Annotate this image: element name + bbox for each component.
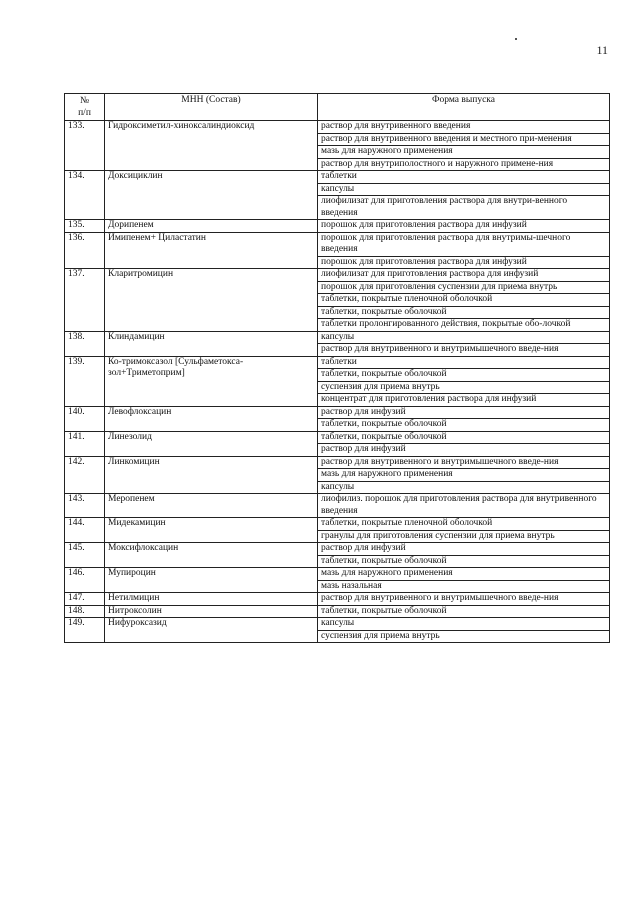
drug-name: Нифуроксазид [105, 618, 318, 643]
drug-name: Мидекамицин [105, 518, 318, 543]
table-row [65, 543, 610, 556]
release-form: таблетки, покрытые оболочкой [318, 369, 610, 382]
table-row [65, 568, 610, 581]
table-row [65, 518, 610, 531]
column-header-release-form: Форма выпуска [318, 94, 610, 121]
release-form: капсулы [318, 481, 610, 494]
release-form: раствор для внутривенного и внутримышечного введе-ния [318, 456, 610, 469]
row-number: 136. [65, 232, 105, 269]
table-row [65, 593, 610, 606]
drug-name: Клиндамицин [105, 331, 318, 356]
table-row [65, 220, 610, 233]
row-number: 144. [65, 518, 105, 543]
scan-speck [515, 38, 517, 40]
release-form: лиофилизат для приготовления раствора для внутри-венного введения [318, 196, 610, 220]
table-row [65, 121, 610, 134]
row-number: 141. [65, 431, 105, 456]
release-form: мазь для наружного применения [318, 568, 610, 581]
table-header-row [65, 94, 610, 121]
drug-name: Доксициклин [105, 171, 318, 220]
column-header-number: № п/п [65, 94, 105, 121]
release-form: раствор для внутривенного введения и местного при-менения [318, 133, 610, 146]
release-form: гранулы для приготовления суспензии для приема внутрь [318, 530, 610, 543]
row-number: 140. [65, 406, 105, 431]
row-number: 139. [65, 356, 105, 406]
drug-name: Нитроксолин [105, 605, 318, 618]
release-form: таблетки, покрытые оболочкой [318, 605, 610, 618]
release-form: суспензия для приема внутрь [318, 381, 610, 394]
release-form: порошок для приготовления раствора для инфузий [318, 256, 610, 269]
drug-name: Нетилмицин [105, 593, 318, 606]
table-row [65, 331, 610, 344]
drug-name: Левофлоксацин [105, 406, 318, 431]
table-row [65, 356, 610, 369]
release-form: таблетки [318, 356, 610, 369]
release-form: лиофилизат для приготовления раствора для инфузий [318, 269, 610, 282]
release-form: концентрат для приготовления раствора для инфузий [318, 394, 610, 407]
release-form: раствор для внутривенного и внутримышечного введе-ния [318, 593, 610, 606]
drug-forms-table [64, 93, 610, 643]
table-row [65, 232, 610, 256]
release-form: таблетки пролонгированного действия, покрытые обо-лочкой [318, 319, 610, 332]
table-row [65, 171, 610, 184]
release-form: раствор для инфузий [318, 406, 610, 419]
table-row [65, 605, 610, 618]
row-number: 134. [65, 171, 105, 220]
release-form: порошок для приготовления раствора для инфузий [318, 220, 610, 233]
column-header-inn: МНН (Состав) [105, 94, 318, 121]
drug-name: Меропенем [105, 494, 318, 518]
table-row [65, 494, 610, 518]
release-form: порошок для приготовления суспензии для приема внутрь [318, 281, 610, 294]
row-number: 142. [65, 456, 105, 494]
table-row [65, 618, 610, 631]
release-form: капсулы [318, 331, 610, 344]
release-form: раствор для внутриполостного и наружного примене-ния [318, 158, 610, 171]
drug-name: Линезолид [105, 431, 318, 456]
release-form: таблетки, покрытые оболочкой [318, 431, 610, 444]
release-form: мазь для наружного применения [318, 146, 610, 159]
release-form: таблетки, покрытые оболочкой [318, 306, 610, 319]
table-row [65, 406, 610, 419]
release-form: суспензия для приема внутрь [318, 630, 610, 643]
release-form: порошок для приготовления раствора для внутримы-шечного введения [318, 232, 610, 256]
release-form: таблетки, покрытые оболочкой [318, 555, 610, 568]
release-form: таблетки, покрытые пленочной оболочкой [318, 518, 610, 531]
release-form: раствор для инфузий [318, 543, 610, 556]
release-form: таблетки, покрытые пленочной оболочкой [318, 294, 610, 307]
drug-name: Дорипенем [105, 220, 318, 233]
table-row [65, 431, 610, 444]
drug-name: Ко-тримоксазол [Сульфаметокса-зол+Триметоприм] [105, 356, 318, 406]
release-form: раствор для внутривенного и внутримышечного введе-ния [318, 344, 610, 357]
drug-name: Имипенем+ Циластатин [105, 232, 318, 269]
release-form: мазь назальная [318, 580, 610, 593]
row-number: 145. [65, 543, 105, 568]
release-form: раствор для инфузий [318, 444, 610, 457]
release-form: мазь для наружного применения [318, 469, 610, 482]
drug-name: Линкомицин [105, 456, 318, 494]
row-number: 147. [65, 593, 105, 606]
row-number: 138. [65, 331, 105, 356]
release-form: капсулы [318, 618, 610, 631]
page-number: 11 [596, 43, 608, 57]
release-form: раствор для внутривенного введения [318, 121, 610, 134]
row-number: 146. [65, 568, 105, 593]
release-form: таблетки, покрытые оболочкой [318, 419, 610, 432]
row-number: 137. [65, 269, 105, 332]
row-number: 135. [65, 220, 105, 233]
row-number: 149. [65, 618, 105, 643]
table-row [65, 269, 610, 282]
row-number: 133. [65, 121, 105, 171]
row-number: 143. [65, 494, 105, 518]
drug-name: Гидроксиметил-хиноксалиндиоксид [105, 121, 318, 171]
release-form: капсулы [318, 183, 610, 196]
table-row [65, 456, 610, 469]
release-form: лиофилиз. порошок для приготовления раствора для внутривенного введения [318, 494, 610, 518]
table-body [65, 121, 610, 643]
row-number: 148. [65, 605, 105, 618]
drug-name: Мупироцин [105, 568, 318, 593]
drug-name: Моксифлоксацин [105, 543, 318, 568]
release-form: таблетки [318, 171, 610, 184]
drug-name: Кларитромицин [105, 269, 318, 332]
